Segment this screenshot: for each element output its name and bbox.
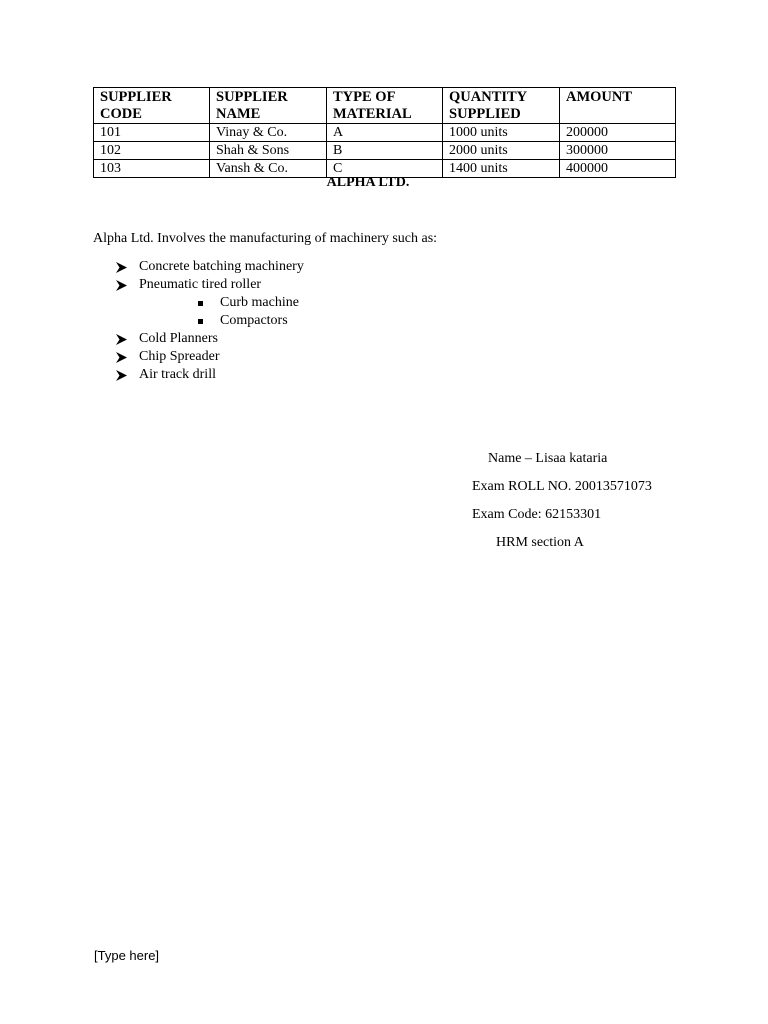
arrow-bullet-icon: [116, 334, 127, 345]
list-item: [93, 348, 304, 366]
list-item-label: Cold Planners: [139, 331, 218, 346]
intro-paragraph: Alpha Ltd. Involves the manufacturing of machinery such as:: [93, 231, 438, 246]
supplier-table: [93, 87, 676, 178]
header-line: AMOUNT: [566, 89, 633, 105]
header-line: SUPPLIER: [100, 89, 172, 105]
cell-supplier-code: 101: [94, 124, 210, 142]
cell-supplier-name: Shah & Sons: [210, 142, 327, 160]
list-item-label: Curb machine: [220, 295, 299, 310]
header-line: SUPPLIER: [216, 89, 288, 105]
list-item: [93, 294, 304, 312]
header-line: QUANTITY: [449, 89, 528, 105]
header-line: MATERIAL: [333, 106, 412, 122]
caption-text: ALPHA LTD.: [326, 175, 410, 190]
list-item-label: Concrete batching machinery: [139, 259, 304, 274]
arrow-bullet-icon: [116, 370, 127, 381]
list-item-label: Pneumatic tired roller: [139, 277, 262, 292]
cell-material-type: C: [327, 160, 443, 178]
header-line: NAME: [216, 106, 261, 122]
header-amount: [560, 88, 676, 124]
list-item: [93, 366, 304, 384]
cell-amount: 200000: [560, 124, 676, 142]
cell-quantity: 1000 units: [443, 124, 560, 142]
cell-amount: 300000: [560, 142, 676, 160]
list-item: [93, 276, 304, 294]
table-row: [94, 142, 676, 160]
arrow-bullet-icon: [116, 352, 127, 363]
table-header-row: [94, 88, 676, 124]
list-item: [93, 330, 304, 348]
cell-supplier-code: 103: [94, 160, 210, 178]
exam-code: Exam Code: 62153301: [472, 507, 602, 522]
list-item-label: Chip Spreader: [139, 349, 220, 364]
header-supplier-code: [94, 88, 210, 124]
student-name: Name – Lisaa kataria: [488, 451, 608, 466]
arrow-bullet-icon: [116, 280, 127, 291]
header-type-of-material: [327, 88, 443, 124]
cell-supplier-name: Vinay & Co.: [210, 124, 327, 142]
list-item: [93, 312, 304, 330]
machinery-list: [93, 258, 304, 384]
cell-material-type: A: [327, 124, 443, 142]
header-quantity-supplied: [443, 88, 560, 124]
list-item: [93, 258, 304, 276]
header-supplier-name: [210, 88, 327, 124]
table-caption: [0, 175, 768, 191]
cell-supplier-name: Vansh & Co.: [210, 160, 327, 178]
exam-roll-number: Exam ROLL NO. 20013571073: [472, 479, 652, 494]
footer-placeholder[interactable]: [Type here]: [94, 948, 160, 963]
cell-material-type: B: [327, 142, 443, 160]
header-line: TYPE OF: [333, 89, 396, 105]
list-item-label: Air track drill: [139, 367, 216, 382]
cell-quantity: 2000 units: [443, 142, 560, 160]
course-section: HRM section A: [496, 535, 584, 550]
table-row: [94, 124, 676, 142]
square-bullet-icon: [198, 301, 203, 306]
header-line: SUPPLIED: [449, 106, 521, 122]
cell-amount: 400000: [560, 160, 676, 178]
header-line: CODE: [100, 106, 142, 122]
cell-quantity: 1400 units: [443, 160, 560, 178]
list-item-label: Compactors: [220, 313, 288, 328]
square-bullet-icon: [198, 319, 203, 324]
arrow-bullet-icon: [116, 262, 127, 273]
cell-supplier-code: 102: [94, 142, 210, 160]
